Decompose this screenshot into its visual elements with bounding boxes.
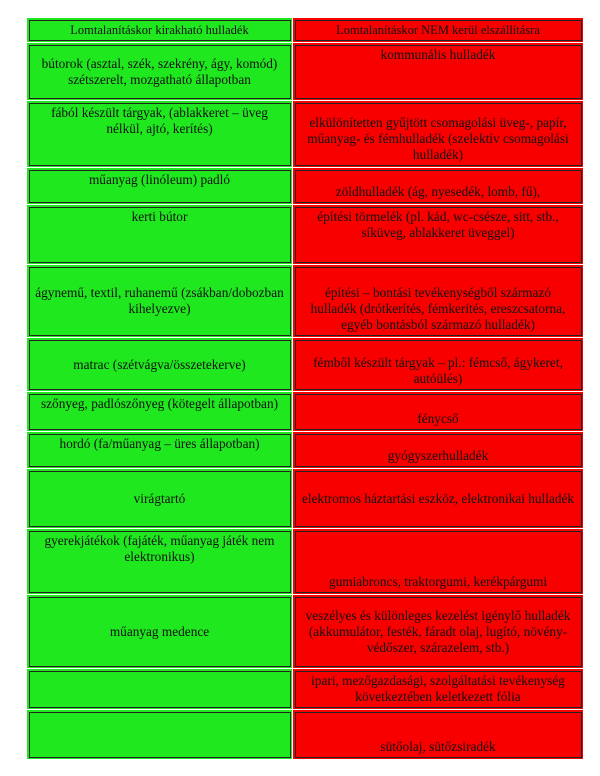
table-row	[27, 43, 584, 101]
allowed-item: fából készült tárgyak, (ablakkeret – üveg nélkül, ajtó, kerítés)	[27, 101, 293, 168]
table-row	[27, 669, 584, 710]
forbidden-item: sütőolaj, sütőzsiradék	[293, 710, 584, 760]
table-row	[27, 392, 584, 432]
table-row	[27, 529, 584, 595]
forbidden-item: zöldhulladék (ág, nyesedék, lomb, fű),	[293, 168, 584, 205]
allowed-item: műanyag medence	[27, 595, 293, 669]
table-row	[27, 338, 584, 392]
table-row	[27, 205, 584, 265]
allowed-item: kerti bútor	[27, 205, 293, 265]
allowed-item: műanyag (linóleum) padló	[27, 168, 293, 205]
table-row	[27, 168, 584, 205]
allowed-item: szőnyeg, padlószőnyeg (kötegelt állapotban)	[27, 392, 293, 432]
allowed-item-empty	[27, 710, 293, 760]
allowed-item: virágtartó	[27, 469, 293, 529]
forbidden-item: gyógyszerhulladék	[293, 432, 584, 469]
forbidden-item: kommunális hulladék	[293, 43, 584, 101]
allowed-item: ágynemű, textil, ruhanemű (zsákban/dobozban kihelyezve)	[27, 265, 293, 338]
forbidden-item: veszélyes és különleges kezelést igénylő hulladék (akkumulátor, festék, fáradt olaj, lugító, növény-védőszer, szárazelem, stb.)	[293, 595, 584, 669]
table-row	[27, 469, 584, 529]
allowed-item-empty	[27, 669, 293, 710]
allowed-item: matrac (szétvágva/összetekerve)	[27, 338, 293, 392]
header-row	[27, 18, 584, 43]
forbidden-item: ipari, mezőgazdasági, szolgáltatási tevékenység következtében keletkezett fólia	[293, 669, 584, 710]
allowed-item: gyerekjátékok (fajáték, műanyag játék nem elektronikus)	[27, 529, 293, 595]
forbidden-item: elektromos háztartási eszköz, elektronikai hulladék	[293, 469, 584, 529]
forbidden-item: fémből készült tárgyak – pl.: fémcső, ágykeret, autóülés)	[293, 338, 584, 392]
table-row	[27, 101, 584, 168]
header-allowed: Lomtalanításkor kirakható hulladék	[27, 18, 293, 43]
forbidden-item: építési – bontási tevékenységből származó hulladék (drótkerítés, fémkerítés, ereszcsatorna, egyéb bontásból származó hulladék)	[293, 265, 584, 338]
allowed-item: hordó (fa/műanyag – üres állapotban)	[27, 432, 293, 469]
table-row	[27, 265, 584, 338]
forbidden-item: építési törmelék (pl. kád, wc-csésze, sitt, stb., síküveg, ablakkeret üveggel)	[293, 205, 584, 265]
table-row	[27, 710, 584, 760]
allowed-item: bútorok (asztal, szék, szekrény, ágy, komód) szétszerelt, mozgatható állapotban	[27, 43, 293, 101]
forbidden-item: elkülönítetten gyűjtött csomagolási üveg-, papír, műanyag- és fémhulladék (szelektív csomagolási hulladék)	[293, 101, 584, 168]
table-row	[27, 595, 584, 669]
header-not-collected: Lomtalanításkor NEM kerül elszállításra	[293, 18, 584, 43]
forbidden-item: gumiabroncs, traktorgumi, kerékpárgumi	[293, 529, 584, 595]
forbidden-item: fénycső	[293, 392, 584, 432]
waste-table	[26, 17, 584, 760]
table-row	[27, 432, 584, 469]
